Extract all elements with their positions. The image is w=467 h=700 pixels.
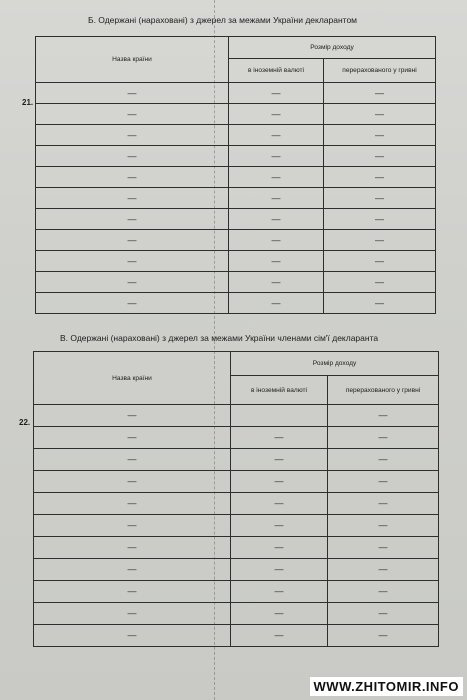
dash-mark: — [375, 129, 384, 140]
uah-cell [328, 471, 439, 493]
dash-mark: — [375, 192, 384, 203]
dash-mark: — [127, 276, 137, 287]
section-b-title: Б. Одержані (нараховані) з джерел за межами України декларантом [88, 15, 358, 25]
dash-mark: — [375, 150, 384, 161]
country-cell [34, 449, 231, 471]
table-row [36, 230, 436, 251]
dash-mark: — [375, 108, 384, 119]
dash-mark: — [274, 520, 284, 530]
foreign-currency-cell [231, 537, 328, 559]
table-row [34, 537, 439, 559]
dash-mark: — [271, 108, 281, 119]
dash-mark: — [127, 432, 137, 442]
foreign-currency-cell [229, 230, 324, 251]
dash-mark: — [274, 564, 284, 574]
dash-mark: — [375, 234, 384, 245]
dash-mark: — [127, 108, 137, 119]
section-c-table [33, 351, 439, 647]
country-cell [36, 230, 229, 251]
uah-cell [328, 625, 439, 647]
uah-cell [324, 188, 436, 209]
header-country: Назва країни [34, 352, 231, 405]
country-cell [36, 188, 229, 209]
country-cell [36, 293, 229, 314]
header-income: Розмір доходу [229, 37, 436, 59]
header-income: Розмір доходу [231, 352, 439, 376]
foreign-currency-cell [231, 405, 328, 427]
uah-cell [328, 449, 439, 471]
foreign-currency-cell [229, 209, 324, 230]
uah-cell [324, 251, 436, 272]
dash-mark: — [127, 630, 137, 640]
dash-mark: — [274, 454, 284, 464]
country-cell [36, 209, 229, 230]
dash-mark: — [127, 608, 137, 618]
foreign-currency-cell [231, 581, 328, 603]
uah-cell [328, 515, 439, 537]
dash-mark: — [127, 520, 137, 530]
table-row [36, 188, 436, 209]
dash-mark: — [271, 297, 281, 308]
foreign-currency-cell [229, 125, 324, 146]
dash-mark: — [271, 255, 281, 266]
dash-mark: — [271, 192, 281, 203]
dash-mark: — [127, 410, 137, 420]
country-cell [34, 625, 231, 647]
table-row [34, 405, 439, 427]
dash-mark: — [127, 586, 137, 596]
foreign-currency-cell [231, 625, 328, 647]
country-cell [34, 493, 231, 515]
uah-cell [324, 167, 436, 188]
dash-mark: — [375, 255, 384, 266]
dash-mark: — [274, 542, 284, 552]
foreign-currency-cell [231, 427, 328, 449]
dash-mark: — [271, 171, 281, 182]
dash-mark: — [378, 410, 388, 420]
header-foreign-currency: в іноземній валюті [229, 59, 324, 83]
foreign-currency-cell [229, 83, 324, 104]
country-cell [34, 427, 231, 449]
table-row [36, 293, 436, 314]
header-uah: перерахованого у гривні [324, 59, 436, 83]
foreign-currency-cell [229, 146, 324, 167]
header-foreign-currency: в іноземній валюті [231, 376, 328, 405]
dash-mark: — [271, 129, 281, 140]
foreign-currency-cell [231, 559, 328, 581]
table-row [34, 449, 439, 471]
dash-mark: — [375, 171, 384, 182]
country-cell [34, 405, 231, 427]
dash-mark: — [127, 564, 137, 574]
dash-mark: — [127, 87, 137, 98]
uah-cell [328, 405, 439, 427]
table-row [36, 272, 436, 293]
table-row [36, 104, 436, 125]
uah-cell [324, 104, 436, 125]
dash-mark: — [127, 498, 137, 508]
dash-mark: — [271, 276, 281, 287]
foreign-currency-cell [229, 251, 324, 272]
uah-cell [328, 559, 439, 581]
dash-mark: — [127, 171, 137, 182]
dash-mark: — [274, 498, 284, 508]
foreign-currency-cell [229, 104, 324, 125]
dash-mark: — [274, 608, 284, 618]
country-cell [36, 104, 229, 125]
foreign-currency-cell [231, 603, 328, 625]
table-row [34, 603, 439, 625]
dash-mark: — [127, 255, 137, 266]
dash-mark: — [127, 213, 137, 224]
dash-mark: — [274, 432, 284, 442]
foreign-currency-cell [231, 493, 328, 515]
dash-mark: — [378, 520, 388, 530]
table-row [34, 471, 439, 493]
dash-mark: — [378, 498, 388, 508]
row-number-22: 22. [19, 418, 31, 427]
foreign-currency-cell [229, 188, 324, 209]
uah-cell [324, 209, 436, 230]
section-c-title: В. Одержані (нараховані) з джерел за межами України членами сім'ї декларанта [60, 333, 379, 343]
dash-mark: — [127, 542, 137, 552]
dash-mark: — [127, 192, 137, 203]
uah-cell [328, 581, 439, 603]
uah-cell [324, 293, 436, 314]
uah-cell [328, 493, 439, 515]
header-country: Назва країни [36, 37, 229, 83]
dash-mark: — [375, 276, 384, 287]
dash-mark: — [378, 476, 388, 486]
table-row [34, 493, 439, 515]
uah-cell [324, 83, 436, 104]
country-cell [34, 471, 231, 493]
dash-mark: — [127, 150, 137, 161]
foreign-currency-cell [229, 272, 324, 293]
dash-mark: — [271, 150, 281, 161]
dash-mark: — [378, 432, 388, 442]
country-cell [36, 251, 229, 272]
table-row [36, 146, 436, 167]
dash-mark: — [378, 608, 388, 618]
foreign-currency-cell [231, 515, 328, 537]
dash-mark: — [378, 564, 388, 574]
uah-cell [324, 230, 436, 251]
dash-mark: — [127, 129, 137, 140]
table-row [34, 581, 439, 603]
dash-mark: — [127, 454, 137, 464]
dash-mark: — [271, 87, 281, 98]
dash-mark: — [375, 87, 384, 98]
country-cell [36, 167, 229, 188]
country-cell [36, 83, 229, 104]
dash-mark: — [127, 476, 137, 486]
dash-mark: — [378, 630, 388, 640]
row-number-21: 21. [22, 98, 34, 107]
dash-mark: — [378, 542, 388, 552]
uah-cell [324, 125, 436, 146]
site-watermark: WWW.ZHITOMIR.INFO [310, 677, 463, 696]
dash-mark: — [127, 297, 137, 308]
dash-mark: — [274, 586, 284, 596]
country-cell [36, 125, 229, 146]
header-uah: перерахованого у гривні [328, 376, 439, 405]
dash-mark: — [378, 586, 388, 596]
uah-cell [328, 537, 439, 559]
dash-mark: — [271, 234, 281, 245]
table-row [34, 515, 439, 537]
dash-mark: — [375, 213, 384, 224]
country-cell [34, 603, 231, 625]
dash-mark: — [378, 454, 388, 464]
section-b-table [35, 36, 436, 314]
foreign-currency-cell [229, 167, 324, 188]
uah-cell [324, 146, 436, 167]
table-row [34, 427, 439, 449]
country-cell [36, 272, 229, 293]
table-row [36, 251, 436, 272]
country-cell [34, 515, 231, 537]
country-cell [34, 537, 231, 559]
dash-mark: — [271, 213, 281, 224]
country-cell [36, 146, 229, 167]
dash-mark: — [375, 297, 384, 308]
table-row [36, 167, 436, 188]
table-row [36, 125, 436, 146]
country-cell [34, 559, 231, 581]
foreign-currency-cell [231, 449, 328, 471]
uah-cell [328, 427, 439, 449]
table-row [34, 625, 439, 647]
foreign-currency-cell [229, 293, 324, 314]
dash-mark: — [274, 630, 284, 640]
uah-cell [324, 272, 436, 293]
uah-cell [328, 603, 439, 625]
table-row [36, 83, 436, 104]
foreign-currency-cell [231, 471, 328, 493]
dash-mark: — [127, 234, 137, 245]
dash-mark: — [274, 476, 284, 486]
table-row [36, 209, 436, 230]
country-cell [34, 581, 231, 603]
table-row [34, 559, 439, 581]
